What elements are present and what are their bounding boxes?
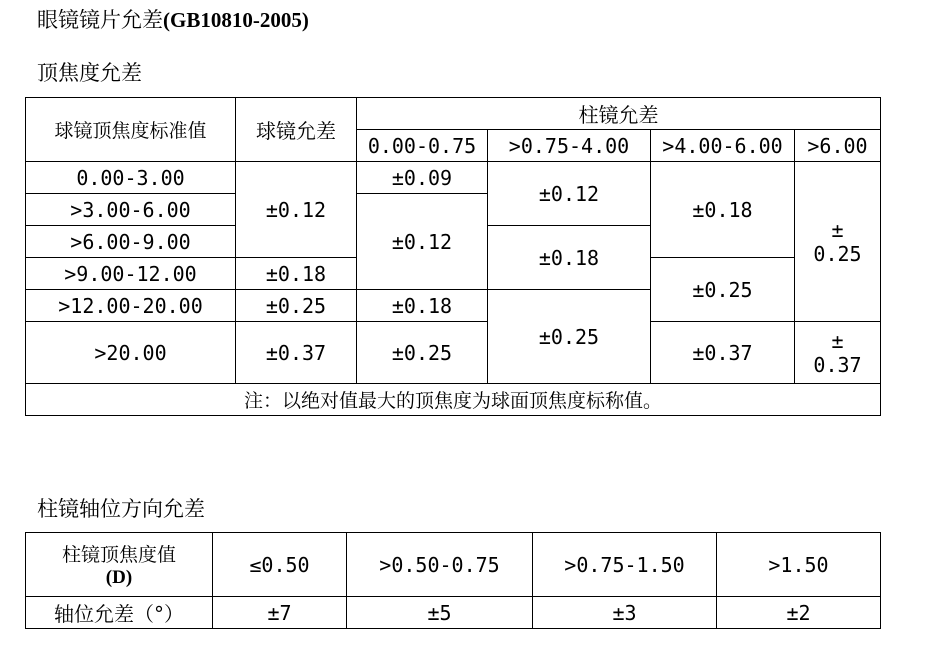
header-cyl-col: >0.75-4.00 [488,130,651,162]
axis-tolerance-table [25,532,881,629]
section1-heading: 顶焦度允差 [37,61,142,85]
axis-value: ±2 [717,597,881,629]
cyl-d-cell: ± 0.25 [795,162,881,322]
section2-heading: 柱镜轴位方向允差 [37,497,205,521]
row-sphere-range: >6.00-9.00 [26,226,236,258]
cyl-c-cell: ±0.37 [651,322,795,384]
cyl-d-cell: ± 0.37 [795,322,881,384]
axis-header-label: 柱镜顶焦度值 (D) [26,533,213,597]
header-cyl-col: >6.00 [795,130,881,162]
sphere-tol-cell: ±0.37 [236,322,357,384]
cyl-b-cell: ±0.25 [488,290,651,384]
document-title: 眼镜镜片允差(GB10810-2005) [37,8,309,32]
cyl-c-cell: ±0.18 [651,162,795,258]
header-cyl-col: >4.00-6.00 [651,130,795,162]
sphere-tol-cell: ±0.25 [236,290,357,322]
row-sphere-range: >3.00-6.00 [26,194,236,226]
cyl-b-cell: ±0.12 [488,162,651,226]
axis-value: ±7 [213,597,347,629]
cyl-a-cell: ±0.18 [357,290,488,322]
axis-value: ±5 [347,597,533,629]
cyl-a-cell: ±0.12 [357,194,488,290]
sphere-tol-cell: ±0.12 [236,162,357,258]
axis-col-header: >1.50 [717,533,881,597]
sphere-tol-cell: ±0.18 [236,258,357,290]
header-sphere-value: 球镜顶焦度标准值 [26,98,236,162]
axis-row-label: 轴位允差（°） [26,597,213,629]
power-tolerance-table [25,97,881,416]
row-sphere-range: >9.00-12.00 [26,258,236,290]
cyl-c-cell: ±0.25 [651,258,795,322]
cyl-b-cell: ±0.18 [488,226,651,290]
table-note: 注：以绝对值最大的顶焦度为球面顶焦度标称值。 [26,384,881,416]
header-sphere-tolerance: 球镜允差 [236,98,357,162]
cyl-a-cell: ±0.25 [357,322,488,384]
header-cyl-col: 0.00-0.75 [357,130,488,162]
axis-col-header: ≤0.50 [213,533,347,597]
axis-col-header: >0.50-0.75 [347,533,533,597]
row-sphere-range: >12.00-20.00 [26,290,236,322]
axis-value: ±3 [533,597,717,629]
row-sphere-range: 0.00-3.00 [26,162,236,194]
cyl-a-cell: ±0.09 [357,162,488,194]
header-cylinder-tolerance: 柱镜允差 [357,98,881,130]
axis-col-header: >0.75-1.50 [533,533,717,597]
row-sphere-range: >20.00 [26,322,236,384]
